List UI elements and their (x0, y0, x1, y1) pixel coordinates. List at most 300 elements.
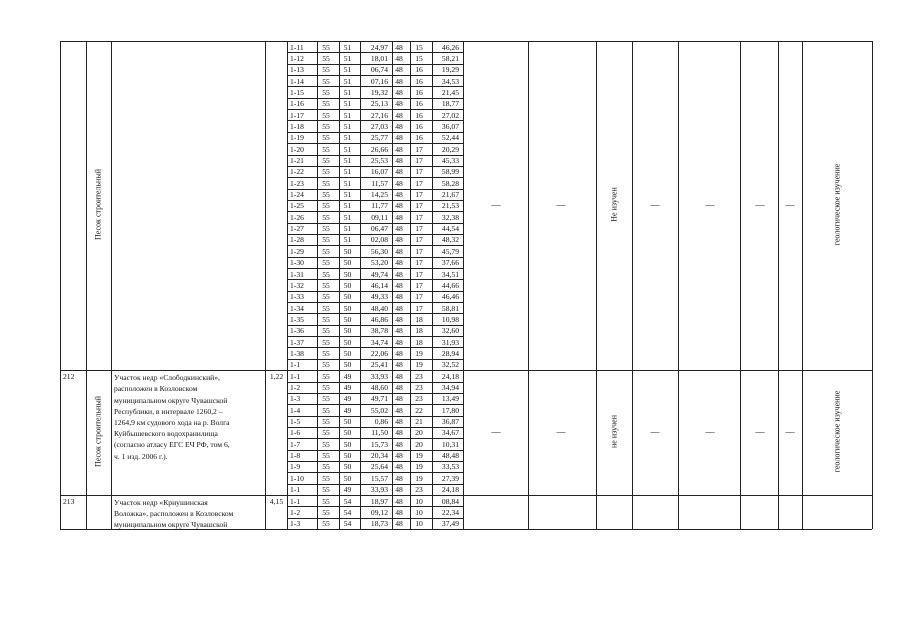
coordinate-cell: 21,53 (441, 201, 459, 211)
column-rule (740, 41, 741, 529)
coordinate-cell: 55 (322, 87, 330, 97)
coordinate-cell: 50 (343, 348, 352, 358)
coordinate-cell: 1-31 (290, 269, 304, 279)
coordinate-cell: 50 (343, 473, 352, 483)
column-rule (410, 41, 411, 529)
coordinate-cell: 19 (415, 473, 423, 483)
coordinate-cell: 55 (322, 178, 330, 188)
coordinate-cell: 18 (415, 337, 423, 347)
coordinate-cell: 1-28 (290, 235, 304, 245)
material-label: Песок строительный (93, 168, 103, 240)
coordinate-cell: 55 (322, 496, 330, 506)
coordinate-cell: 49,74 (370, 269, 388, 279)
coordinate-cell: 48 (395, 246, 403, 256)
coordinate-cell: 51 (343, 76, 352, 86)
coordinate-cell: 51 (343, 178, 352, 188)
coordinate-cell: 1-27 (290, 224, 304, 234)
column-rule (778, 41, 779, 529)
coordinate-cell: 1-7 (290, 439, 301, 449)
coordinate-cell: 48 (395, 519, 403, 529)
coordinate-cell: 48 (395, 53, 403, 63)
coordinate-cell: 55 (322, 417, 330, 427)
coordinate-cell: 50 (343, 337, 352, 347)
coordinate-cell: 20 (415, 428, 423, 438)
coordinate-cell: 1-13 (290, 65, 304, 75)
coordinate-cell: 48 (395, 65, 403, 75)
coordinate-cell: 48,48 (441, 451, 459, 461)
coordinate-cell: 55 (322, 110, 330, 120)
coordinate-cell: 18 (415, 314, 423, 324)
coordinate-cell: 50 (343, 451, 352, 461)
coordinate-cell: 1-22 (290, 167, 304, 177)
coordinate-cell: 51 (343, 110, 352, 120)
coordinate-cell: 48 (395, 314, 403, 324)
dash-mark: — (705, 199, 715, 210)
coordinate-cell: 1-21 (290, 156, 304, 165)
coordinate-cell: 1-1 (290, 360, 301, 370)
coordinate-cell: 55 (322, 314, 330, 324)
coordinate-cell: 28,94 (441, 348, 459, 358)
coordinate-cell: 07,16 (370, 76, 388, 86)
coordinate-cell: 55 (322, 394, 330, 404)
coordinate-cell: 48 (395, 473, 403, 483)
coordinate-cell: 50 (343, 258, 352, 268)
study-status: не изучен (609, 414, 619, 448)
coordinate-cell: 19 (415, 360, 423, 370)
coordinate-cell: 50 (343, 462, 352, 472)
column-rule (528, 41, 529, 529)
coordinate-cell: 51 (343, 167, 352, 177)
coordinate-cell: 50 (343, 417, 352, 427)
dash-mark: — (556, 199, 566, 210)
coordinate-cell: 23 (415, 371, 423, 381)
coordinate-cell: 53,20 (370, 258, 388, 268)
column-rule (287, 41, 288, 529)
coordinate-cell: 26,66 (370, 144, 388, 154)
coordinate-cell: 24,18 (441, 485, 459, 495)
coordinate-cell: 1-30 (290, 258, 304, 268)
coordinate-cell: 48,32 (441, 235, 459, 245)
coordinate-cell: 44,54 (441, 224, 459, 234)
column-rule (432, 41, 433, 529)
coordinate-cell: 46,26 (441, 42, 459, 52)
coordinate-cell: 55 (322, 405, 330, 415)
coordinate-cell: 13,49 (441, 394, 459, 404)
coordinate-cell: 16 (415, 133, 423, 143)
area-value: 4,15 (269, 497, 284, 506)
coordinate-cell: 19,29 (441, 65, 459, 75)
coordinate-cell: 14,25 (370, 190, 388, 200)
coordinate-cell: 48 (395, 190, 403, 200)
coordinate-cell: 48 (395, 167, 403, 177)
coordinate-cell: 08,84 (441, 496, 459, 506)
coordinate-cell: 55 (322, 144, 330, 154)
coordinate-cell: 1-35 (290, 314, 304, 324)
coordinate-cell: 17 (415, 167, 423, 177)
column-rule (632, 41, 633, 529)
coordinate-cell: 55 (322, 235, 330, 245)
coordinate-cell: 54 (343, 507, 352, 517)
coordinate-cell: 55 (322, 99, 330, 109)
coordinate-cell: 51 (343, 99, 352, 109)
coordinate-cell: 17 (415, 201, 423, 211)
coordinate-cell: 56,30 (370, 246, 388, 256)
coordinate-cell: 10,31 (441, 439, 459, 449)
coordinate-cell: 45,33 (441, 156, 459, 165)
row-number: 213 (63, 497, 75, 506)
coordinate-cell: 46,14 (370, 280, 388, 290)
material-label: Песок строительный (93, 395, 103, 467)
coordinate-cell: 25,77 (370, 133, 388, 143)
coordinate-cell: 17 (415, 235, 423, 245)
coordinate-cell: 44,66 (441, 280, 459, 290)
coordinate-cell: 21,67 (441, 190, 459, 200)
coordinate-cell: 52,44 (441, 133, 459, 143)
coordinate-cell: 48 (395, 360, 403, 370)
coordinate-cell: 11,50 (371, 428, 388, 438)
coordinate-cell: 55 (322, 292, 330, 302)
coordinate-cell: 48 (395, 371, 403, 381)
coordinate-cell: 55 (322, 360, 330, 370)
column-rule (339, 41, 340, 529)
coordinate-cell: 34,53 (441, 76, 459, 86)
coordinate-cell: 51 (343, 235, 352, 245)
coordinate-cell: 48 (395, 337, 403, 347)
coordinate-cell: 55 (322, 269, 330, 279)
coordinate-cell: 11,77 (371, 201, 388, 211)
coordinate-cell: 1-2 (290, 507, 301, 517)
coordinate-cell: 1-25 (290, 201, 304, 211)
column-rule (872, 41, 873, 529)
coordinate-cell: 06,47 (370, 224, 388, 234)
coordinate-cell: 1-18 (290, 121, 304, 131)
dash-mark: — (650, 199, 660, 210)
coordinate-cell: 10 (415, 519, 423, 529)
coordinate-cell: 25,41 (370, 360, 388, 370)
coordinate-cell: 48 (395, 156, 403, 165)
coordinate-cell: 58,99 (441, 167, 459, 177)
coordinate-cell: 48 (395, 258, 403, 268)
coordinate-cell: 51 (343, 190, 352, 200)
coordinate-cell: 15,73 (370, 439, 388, 449)
coordinate-cell: 55 (322, 258, 330, 268)
coordinate-cell: 27,02 (441, 110, 459, 120)
coordinate-cell: 1-16 (290, 99, 304, 109)
coordinate-cell: 54 (343, 496, 352, 506)
coordinate-cell: 48 (395, 178, 403, 188)
coordinate-cell: 16 (415, 121, 423, 131)
coordinate-cell: 32,52 (441, 360, 459, 370)
coordinate-cell: 55 (322, 156, 330, 165)
coordinate-cell: 48,60 (370, 383, 388, 392)
coordinate-cell: 18 (415, 326, 423, 336)
coordinate-cell: 50 (343, 314, 352, 324)
coordinate-cell: 17 (415, 212, 423, 222)
coordinate-cell: 55 (322, 42, 330, 52)
coordinate-cell: 23 (415, 394, 423, 404)
coordinate-cell: 16 (415, 99, 423, 109)
dash-mark: — (705, 426, 715, 437)
coordinate-cell: 50 (343, 292, 352, 302)
coordinate-cell: 20,34 (370, 451, 388, 461)
coordinate-cell: 1-19 (290, 133, 304, 143)
purpose-label: геологическое изучение (832, 390, 842, 472)
coordinate-cell: 11,57 (371, 178, 388, 188)
coordinate-cell: 16 (415, 110, 423, 120)
coordinate-cell: 55 (322, 451, 330, 461)
coordinate-cell: 36,07 (441, 121, 459, 131)
coordinate-cell: 55 (322, 224, 330, 234)
coordinate-cell: 50 (343, 428, 352, 438)
coordinate-cell: 51 (343, 212, 352, 222)
coordinate-cell: 19 (415, 348, 423, 358)
coordinate-cell: 17 (415, 269, 423, 279)
coordinate-cell: 1-15 (290, 87, 304, 97)
column-rule (392, 41, 393, 529)
coordinate-cell: 15,57 (370, 473, 388, 483)
coordinate-cell: 16 (415, 76, 423, 86)
coordinate-cell: 51 (343, 65, 352, 75)
column-rule (360, 41, 361, 529)
column-rule (265, 41, 266, 529)
coordinate-cell: 48 (395, 42, 403, 52)
coordinate-cell: 55 (322, 439, 330, 449)
coordinate-cell: 1-11 (290, 42, 304, 52)
coordinate-cell: 50 (343, 360, 352, 370)
coordinate-cell: 27,03 (370, 121, 388, 131)
coordinate-cell: 48 (395, 224, 403, 234)
coordinate-cell: 48 (395, 417, 403, 427)
coordinate-cell: 20 (415, 439, 423, 449)
coordinate-cell: 54 (343, 519, 352, 529)
coordinate-cell: 24,18 (441, 371, 459, 381)
coordinate-cell: 55 (322, 348, 330, 358)
coordinate-cell: 48 (395, 99, 403, 109)
column-rule (317, 41, 318, 529)
coordinate-cell: 1-17 (290, 110, 304, 120)
coordinate-cell: 17 (415, 258, 423, 268)
coordinate-cell: 23 (415, 383, 423, 392)
coordinate-cell: 51 (343, 224, 352, 234)
coordinate-cell: 34,51 (441, 269, 459, 279)
block-rule (60, 370, 872, 371)
coordinate-cell: 55 (322, 167, 330, 177)
dash-mark: — (556, 426, 566, 437)
coordinate-cell: 1-34 (290, 303, 304, 313)
coordinate-cell: 58,21 (441, 53, 459, 63)
coordinate-cell: 37,49 (441, 519, 459, 529)
coordinate-cell: 18,97 (370, 496, 388, 506)
coordinate-cell: 48 (395, 496, 403, 506)
coordinate-cell: 48 (395, 87, 403, 97)
coordinate-cell: 1-1 (290, 496, 301, 506)
coordinate-cell: 51 (343, 133, 352, 143)
column-rule (596, 41, 597, 529)
purpose-label: геологическое изучение (832, 163, 842, 245)
coordinate-cell: 48 (395, 485, 403, 495)
coordinate-cell: 20,29 (441, 144, 459, 154)
coordinate-cell: 49 (343, 371, 352, 381)
row-number: 212 (63, 372, 75, 382)
coordinate-cell: 1-10 (290, 473, 304, 483)
coordinate-cell: 1-20 (290, 144, 304, 154)
coordinate-cell: 1-12 (290, 53, 304, 63)
coordinate-cell: 55 (322, 190, 330, 200)
coordinate-cell: 21 (415, 417, 423, 427)
coordinate-cell: 48 (395, 394, 403, 404)
site-description: Участок недр «Слободкинский», расположен в Козловском муниципальном округе Чувашской Республики, в интервале 1260,2 – 1264,9 км судового хода на р. Волга Куйбышевского водохранилища (согласно атласу ЕГС ЕЧ РФ, том 6, ч. 1 изд. 2006 г.). (114, 373, 230, 461)
coordinate-cell: 34,94 (441, 383, 459, 392)
coordinate-cell: 48 (395, 269, 403, 279)
coordinate-cell: 17 (415, 280, 423, 290)
coordinate-cell: 1-14 (290, 76, 304, 86)
column-rule (111, 41, 112, 529)
coordinate-cell: 32,60 (441, 326, 459, 336)
coordinate-cell: 48 (395, 462, 403, 472)
coordinate-cell: 55 (322, 519, 330, 529)
coordinate-cell: 18,01 (370, 53, 388, 63)
coordinate-cell: 50 (343, 439, 352, 449)
coordinate-cell: 55 (322, 383, 330, 392)
coordinate-cell: 48 (395, 292, 403, 302)
coordinate-cell: 1-29 (290, 246, 304, 256)
coordinate-cell: 46,86 (370, 314, 388, 324)
coordinate-cell: 1-32 (290, 280, 304, 290)
coordinate-cell: 55 (322, 212, 330, 222)
coordinate-cell: 17,80 (441, 405, 459, 415)
coordinate-cell: 51 (343, 42, 352, 52)
coordinate-cell: 34,74 (370, 337, 388, 347)
coordinate-cell: 1-1 (290, 485, 301, 495)
coordinate-cell: 55 (322, 473, 330, 483)
coordinate-cell: 17 (415, 156, 423, 165)
coordinate-cell: 55 (322, 337, 330, 347)
coordinate-cell: 55 (322, 201, 330, 211)
coordinate-cell: 15 (415, 42, 423, 52)
coordinate-cell: 25,53 (370, 156, 388, 165)
coordinate-cell: 1-6 (290, 428, 301, 438)
coordinate-cell: 1-23 (290, 178, 304, 188)
coordinate-cell: 46,46 (441, 292, 459, 302)
coordinate-cell: 19 (415, 462, 423, 472)
dash-mark: — (491, 426, 501, 437)
dash-mark: — (650, 426, 660, 437)
coordinate-cell: 49,33 (370, 292, 388, 302)
coordinate-cell: 1-36 (290, 326, 304, 336)
coordinate-cell: 48 (395, 439, 403, 449)
coordinate-cell: 27,16 (370, 110, 388, 120)
coordinate-cell: 55 (322, 133, 330, 143)
coordinate-cell: 51 (343, 121, 352, 131)
area-value: 1,22 (269, 372, 284, 382)
coordinate-cell: 48 (395, 133, 403, 143)
dash-mark: — (755, 426, 765, 437)
coordinate-cell: 09,11 (371, 212, 388, 222)
coordinate-cell: 49 (343, 485, 352, 495)
coordinate-cell: 16,07 (370, 167, 388, 177)
coordinate-cell: 23 (415, 485, 423, 495)
coordinate-cell: 49 (343, 394, 352, 404)
coordinate-cell: 55 (322, 507, 330, 517)
coordinate-cell: 10 (415, 496, 423, 506)
coordinate-cell: 1-26 (290, 212, 304, 222)
coordinate-cell: 55 (322, 65, 330, 75)
coordinate-cell: 1-5 (290, 417, 301, 427)
coordinate-cell: 17 (415, 190, 423, 200)
dash-mark: — (755, 199, 765, 210)
coordinate-cell: 09,12 (370, 507, 388, 517)
coordinate-cell: 16 (415, 87, 423, 97)
coordinate-cell: 17 (415, 303, 423, 313)
column-rule (60, 41, 61, 529)
coordinate-cell: 16 (415, 65, 423, 75)
coordinate-cell: 49 (343, 383, 352, 392)
coordinate-cell: 21,45 (441, 87, 459, 97)
coordinate-cell: 33,53 (441, 462, 459, 472)
coordinate-cell: 55 (322, 121, 330, 131)
coordinate-cell: 33,93 (370, 485, 388, 495)
coordinate-cell: 50 (343, 246, 352, 256)
coordinate-cell: 51 (343, 53, 352, 63)
coordinate-cell: 55 (322, 53, 330, 63)
coordinate-cell: 50 (343, 280, 352, 290)
coordinate-cell: 58,81 (441, 303, 459, 313)
coordinate-cell: 48 (395, 235, 403, 245)
coordinate-cell: 1-24 (290, 190, 304, 200)
coordinate-cell: 27,39 (441, 473, 459, 483)
coordinate-cell: 17 (415, 292, 423, 302)
coordinate-cell: 37,66 (441, 258, 459, 268)
coordinate-cell: 51 (343, 201, 352, 211)
dash-mark: — (785, 426, 795, 437)
coordinate-cell: 48 (395, 212, 403, 222)
coordinate-cell: 19,32 (370, 87, 388, 97)
coordinate-cell: 48,40 (370, 303, 388, 313)
coordinate-cell: 50 (343, 269, 352, 279)
coordinate-cell: 55 (322, 303, 330, 313)
coordinate-cell: 1-2 (290, 383, 301, 392)
coordinate-cell: 1-8 (290, 451, 301, 461)
coordinate-cell: 1-37 (290, 337, 304, 347)
coordinate-cell: 48 (395, 348, 403, 358)
coordinate-cell: 58,28 (441, 178, 459, 188)
coordinate-cell: 1-38 (290, 348, 304, 358)
coordinate-cell: 48 (395, 451, 403, 461)
coordinate-cell: 55 (322, 326, 330, 336)
coordinate-cell: 49 (343, 405, 352, 415)
coordinate-cell: 1-3 (290, 394, 301, 404)
coordinate-cell: 55 (322, 246, 330, 256)
coordinate-cell: 1-4 (290, 405, 301, 415)
coordinate-cell: 50 (343, 303, 352, 313)
coordinate-cell: 48 (395, 280, 403, 290)
coordinate-cell: 19 (415, 451, 423, 461)
coordinate-cell: 22,06 (370, 348, 388, 358)
coordinate-cell: 1-1 (290, 371, 301, 381)
column-rule (678, 41, 679, 529)
coordinate-cell: 49,71 (370, 394, 388, 404)
coordinate-cell: 51 (343, 144, 352, 154)
coordinate-cell: 18,73 (370, 519, 388, 529)
coordinate-cell: 48 (395, 110, 403, 120)
site-description: Участок недр «Криушинская Воложка», расположен в Козловском муниципальном округе Чувашской (114, 498, 234, 530)
coordinate-cell: 25,13 (370, 99, 388, 109)
coordinate-cell: 55 (322, 371, 330, 381)
coordinate-cell: 02,08 (370, 235, 388, 245)
coordinate-cell: 48 (395, 121, 403, 131)
coordinate-cell: 22 (415, 405, 423, 415)
coordinate-cell: 55 (322, 76, 330, 86)
